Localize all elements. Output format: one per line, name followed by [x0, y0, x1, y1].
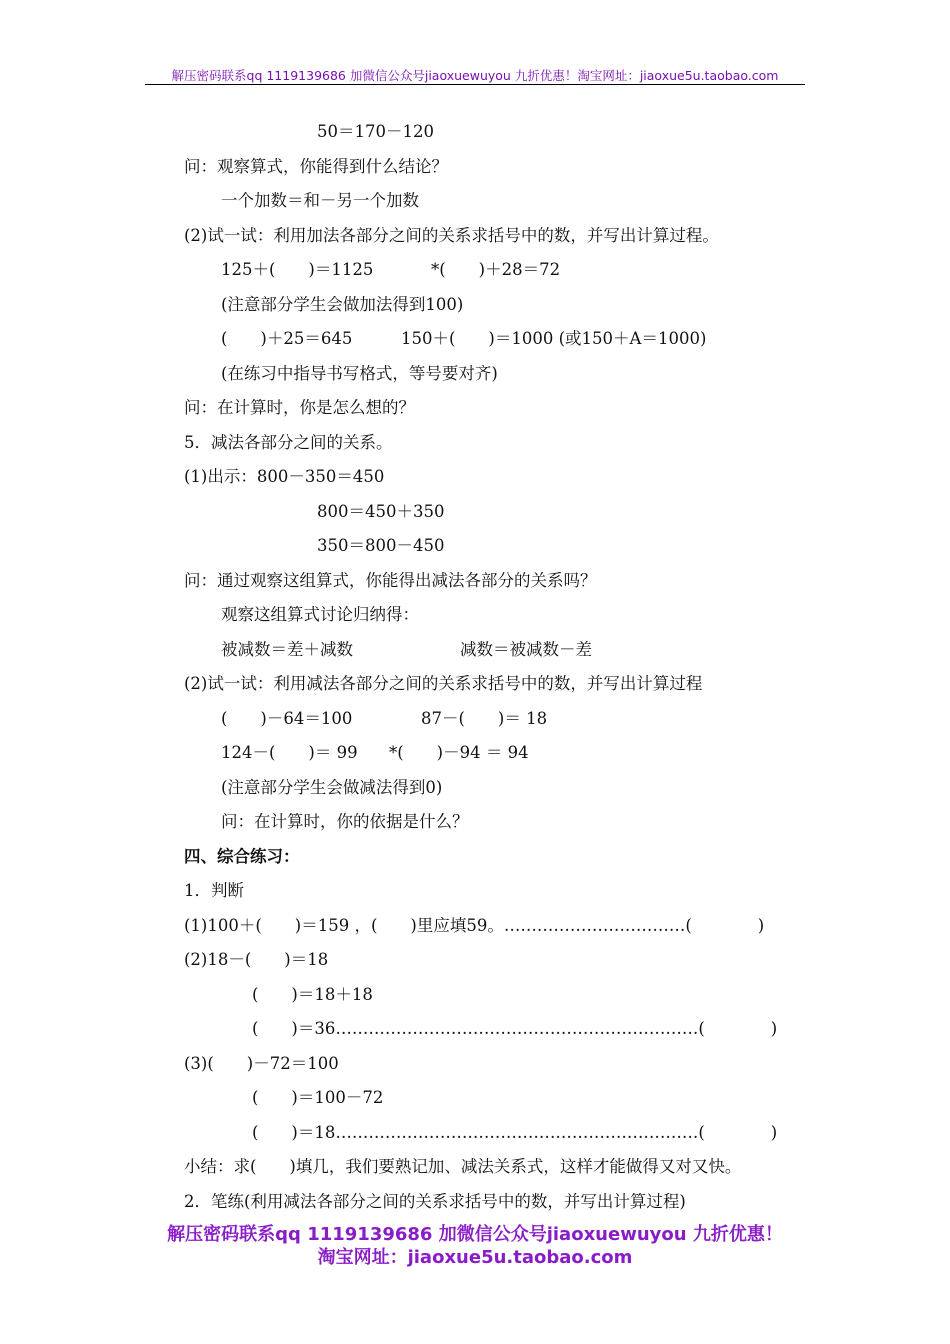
judgement-line: ( )＝18…………………………………………………………( ): [252, 1123, 778, 1142]
judgement-line: (2)18－( )＝18: [184, 950, 329, 969]
exercise-item: ( )＋25＝645: [221, 329, 353, 348]
exercise-row: [221, 742, 529, 764]
relation-row: [221, 639, 592, 661]
exercise-item: 124－( )＝ 99: [221, 743, 358, 762]
exercise-heading: 2．笔练(利用减法各部分之间的关系求括号中的数，并写出计算过程): [184, 1192, 686, 1211]
question-line: 问：在计算时，你是怎么想的？: [184, 398, 415, 417]
example-line: (1)出示：800－350＝450: [184, 467, 385, 486]
footer-watermark-line1: 解压密码联系qq 1119139686 加微信公众号jiaoxuewuyou 九折优惠！: [167, 1224, 783, 1245]
judgement-line: (3)( )－72＝100: [184, 1054, 339, 1073]
exercise-heading: (2)试一试：利用减法各部分之间的关系求括号中的数，并写出计算过程: [184, 674, 703, 693]
exercise-row: [221, 259, 561, 281]
summary-line: 小结：求( )填几，我们要熟记加、减法关系式，这样才能做得又对又快。: [184, 1157, 742, 1176]
text-line: 观察这组算式讨论归纳得：: [221, 605, 419, 624]
exercise-row: [221, 328, 707, 350]
equation-line: 800＝450＋350: [317, 502, 445, 521]
exercise-item: *( )－94 ＝ 94: [389, 743, 529, 762]
section-heading: 5．减法各部分之间的关系。: [184, 433, 393, 452]
equation-line: 50＝170－120: [317, 122, 434, 141]
page-header-watermark: 解压密码联系qq 1119139686 加微信公众号jiaoxuewuyou 九折优惠！淘宝网址：jiaoxue5u.taobao.com: [145, 66, 805, 85]
section-heading-bold: 四、综合练习：: [184, 847, 300, 866]
subsection-heading: 1．判断: [184, 881, 244, 900]
note-line: (在练习中指导书写格式，等号要对齐): [221, 364, 498, 383]
exercise-item: ( )－64＝100: [221, 709, 353, 728]
footer-watermark-line2: 淘宝网址：jiaoxue5u.taobao.com: [317, 1247, 633, 1268]
judgement-line: ( )＝36…………………………………………………………( ): [252, 1019, 778, 1038]
exercise-item: 150＋( )＝1000 (或150＋A＝1000): [401, 329, 707, 348]
equation-line: 350＝800－450: [317, 536, 445, 555]
question-line: 问：观察算式，你能得到什么结论？: [184, 157, 448, 176]
question-line: 问：通过观察这组算式，你能得出减法各部分的关系吗？: [184, 571, 597, 590]
relation-item: 被减数＝差＋减数: [221, 640, 353, 659]
exercise-heading: (2)试一试：利用加法各部分之间的关系求括号中的数，并写出计算过程。: [184, 226, 719, 245]
note-line: (注意部分学生会做加法得到100): [221, 295, 464, 314]
judgement-line: (1)100＋( )＝159 ，( )里应填59。……………………………( ): [184, 916, 765, 935]
conclusion-line: 一个加数＝和－另一个加数: [221, 191, 419, 210]
exercise-item: 87－( )＝ 18: [421, 709, 548, 728]
judgement-line: ( )＝100－72: [252, 1088, 384, 1107]
question-line: 问：在计算时，你的依据是什么？: [221, 812, 469, 831]
exercise-row: [221, 708, 548, 730]
note-line: (注意部分学生会做减法得到0): [221, 778, 443, 797]
exercise-item: 125＋( )＝1125: [221, 260, 374, 279]
judgement-line: ( )＝18＋18: [252, 985, 373, 1004]
relation-item: 减数＝被减数－差: [460, 640, 592, 659]
exercise-item: *( )＋28＝72: [431, 260, 561, 279]
